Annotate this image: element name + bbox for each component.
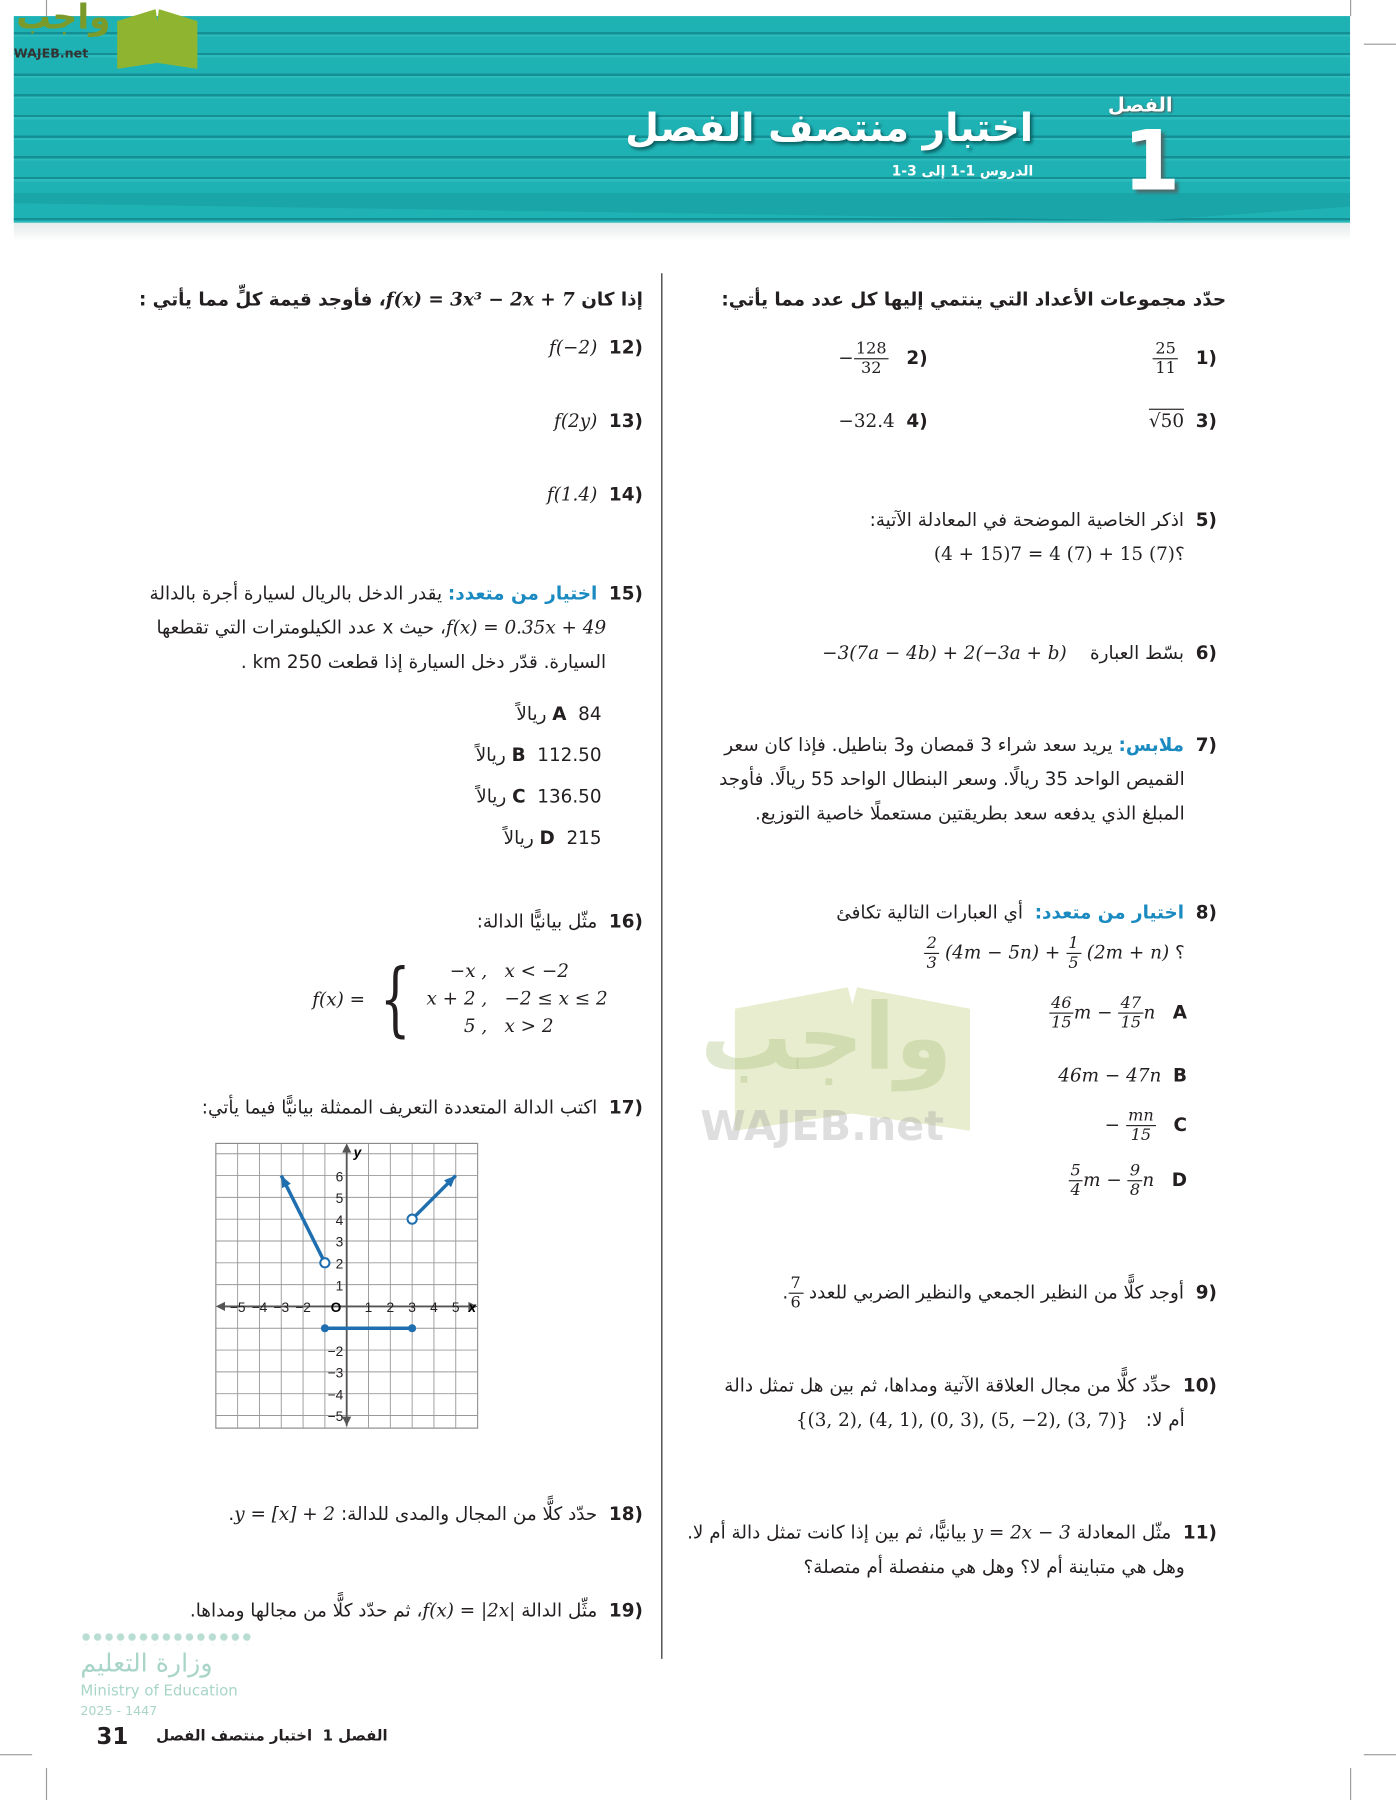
option-letter: D — [1171, 1168, 1188, 1191]
q-number: (4 — [906, 409, 928, 432]
chapter-number: 1 — [1122, 112, 1181, 209]
q-text: السيارة. قدّر دخل السيارة إذا قطعت 250 km . — [240, 650, 607, 673]
crop-mark — [1350, 0, 1351, 16]
denominator: 15 — [1130, 1126, 1152, 1145]
numerator: 9 — [1128, 1162, 1143, 1182]
q-number: (18 — [608, 1502, 643, 1525]
closed-point — [408, 1324, 416, 1332]
q-text: مثّل بيانيًّا الدالة: — [476, 910, 598, 933]
denominator: 5 — [1068, 953, 1079, 973]
question-11 — [666, 1515, 1217, 1584]
expression: m − — [1083, 1168, 1122, 1191]
q-number: (6 — [1195, 641, 1217, 664]
q-number: (13 — [608, 409, 643, 432]
closed-point — [321, 1324, 329, 1332]
fraction — [1068, 1162, 1083, 1200]
ministry-year: 2025 - 1447 — [80, 1703, 158, 1719]
q-text: مثِّل الدالة — [521, 1599, 598, 1621]
question-13 — [554, 404, 643, 438]
expression: (4m − 5n) + — [945, 941, 1061, 964]
piecewise-table — [425, 957, 609, 1040]
q-text: بسّط العبارة — [1090, 641, 1185, 664]
x-tick-label: −5 — [229, 1300, 246, 1316]
fraction — [1153, 340, 1178, 378]
ministry-name-en: Ministry of Education — [80, 1682, 238, 1701]
ministry-logo-dots — [80, 1631, 252, 1645]
q-mark: ؟ — [1174, 543, 1185, 565]
question-7 — [677, 728, 1217, 831]
denominator: 3 — [926, 953, 937, 973]
expression: n — [1143, 1001, 1156, 1023]
y-tick-label: 5 — [335, 1191, 344, 1207]
y-tick-label: −2 — [327, 1343, 344, 1359]
q-number: (12 — [608, 336, 643, 359]
logo-sub: WAJEB.net — [13, 45, 89, 61]
logo-text: واجب — [16, 0, 111, 38]
crop-mark — [1364, 1754, 1396, 1755]
expression: f(x) = |2x| — [422, 1599, 516, 1621]
option-text: 84 ريالاً — [516, 702, 602, 725]
q-text: وهل هي متباينة أم لا؟ وهل هي منفصلة أم متصلة؟ — [803, 1555, 1185, 1578]
question-8 — [735, 895, 1217, 972]
open-point — [408, 1215, 417, 1224]
denominator: 32 — [861, 359, 882, 378]
open-point — [320, 1258, 329, 1267]
option-letter: B — [511, 743, 526, 766]
numerator: 25 — [1153, 340, 1178, 360]
page-title: اختبار منتصف الفصل — [625, 105, 1034, 152]
question-14 — [547, 478, 643, 512]
question-18 — [228, 1497, 642, 1531]
chapter-word: الفصل — [1107, 94, 1173, 118]
fraction — [788, 1274, 803, 1312]
footer-chapter: الفصل 1 — [322, 1727, 388, 1745]
y-tick-label: 3 — [335, 1234, 344, 1250]
brace: { — [379, 951, 411, 1046]
footer-title: اختبار منتصف الفصل — [156, 1727, 313, 1745]
question-16 — [477, 905, 643, 939]
q-text: إذا كان — [581, 288, 643, 310]
q-text: ، فأوجد قيمة كلٍّ مما يأتي : — [138, 288, 386, 310]
q-number: (2 — [906, 346, 928, 369]
x-tick-label: −3 — [273, 1300, 290, 1316]
minus-sign: − — [838, 346, 854, 369]
expression: −32.4 — [838, 409, 895, 432]
x-tick-label: 2 — [386, 1300, 395, 1316]
x-tick-label: 5 — [451, 1300, 460, 1316]
x-tick-label: 4 — [430, 1300, 438, 1316]
fraction — [1128, 1162, 1143, 1200]
q-text: يقدر الدخل بالريال لسيارة أجرة بالدالة — [149, 582, 443, 604]
expression: y = 2x − 3 — [972, 1521, 1071, 1543]
question-10 — [677, 1368, 1217, 1437]
piece-cond: x < −2 — [504, 959, 569, 982]
numerator: 2 — [924, 934, 939, 954]
piecewise-function — [312, 951, 609, 1046]
y-tick-label: 4 — [335, 1212, 344, 1228]
expression: n — [1142, 1168, 1155, 1191]
q-number: (3 — [1195, 409, 1217, 432]
q-text: حدّد كلًّا من المجال والمدى للدالة: — [340, 1502, 598, 1525]
q-label: اختيار من متعدد: — [447, 582, 598, 604]
numerator: 128 — [854, 340, 889, 360]
expression: m − — [1073, 1001, 1113, 1023]
numerator: 47 — [1118, 994, 1143, 1014]
q-text: ، ثم حدّد كلًّا من مجالها ومداها. — [189, 1599, 423, 1621]
watermark-text: واجب — [700, 983, 953, 1091]
question-1 — [1153, 340, 1217, 378]
numerator: 1 — [1066, 934, 1081, 954]
q-text: اكتب الدالة المتعددة التعريف الممثلة بيانيًّا فيما يأتي: — [201, 1096, 598, 1119]
y-tick-label: −3 — [327, 1365, 344, 1381]
denominator: 6 — [790, 1293, 801, 1313]
piece-expr: x + 2 , — [426, 987, 488, 1010]
period: . — [228, 1502, 235, 1525]
expression: √50 — [1148, 409, 1185, 432]
q-label: ملابس: — [1118, 733, 1185, 756]
q-number: (8 — [1195, 901, 1217, 923]
denominator: 15 — [1120, 1013, 1142, 1033]
option-letter: B — [1173, 1064, 1188, 1087]
piece-expr: −x , — [449, 959, 488, 982]
page-number: 31 — [96, 1722, 129, 1750]
question-3 — [1149, 404, 1217, 438]
y-tick-label: 6 — [335, 1169, 344, 1185]
question-9 — [782, 1274, 1217, 1312]
denominator: 15 — [1051, 1013, 1072, 1033]
q-text: أوجد كلًّا من النظير الجمعي والنظير الضربي للعدد — [808, 1281, 1185, 1303]
q-text: القميص الواحد 35 ريالًا. وسعر البنطال الواحد 55 ريالًا. فأوجد — [719, 768, 1185, 790]
option-letter: D — [539, 826, 555, 849]
q-number: (14 — [608, 483, 643, 506]
piece-expr: 5 , — [463, 1014, 488, 1037]
denominator: 11 — [1155, 359, 1176, 378]
q-number: (17 — [608, 1096, 643, 1119]
q-number: (5 — [1195, 508, 1217, 531]
numerator: 5 — [1068, 1162, 1083, 1182]
piece-cond: x > 2 — [504, 1014, 554, 1037]
x-axis-label: x — [468, 1300, 477, 1316]
expression: f(x) = 0.35x + 49 — [445, 616, 607, 639]
option-15d[interactable] — [476, 817, 602, 858]
option-text: 112.50 ريالاً — [475, 743, 602, 766]
expression: f(1.4) — [546, 483, 598, 506]
q-number: (11 — [1182, 1521, 1217, 1543]
watermark-sub: WAJEB.net — [700, 1103, 945, 1151]
expression: f(x) = 3x³ − 2x + 7 — [385, 288, 575, 310]
option-8c[interactable] — [1105, 1107, 1187, 1145]
q-intro-number-sets: حدّد مجموعات الأعداد التي ينتمي إليها كل عدد مما يأتي: — [721, 288, 1227, 310]
crop-mark — [0, 1754, 32, 1755]
q15-options — [476, 693, 602, 858]
q-text: حدِّد كلًّا من مجال العلاقة الآتية ومداها، ثم بين هل تمثل دالة — [724, 1374, 1172, 1396]
option-15b[interactable] — [476, 735, 602, 776]
footer-chapter-title — [156, 1727, 388, 1748]
x-tick-label: −4 — [251, 1300, 268, 1316]
q-number: (16 — [608, 910, 643, 933]
q-number: (15 — [608, 582, 643, 604]
fraction — [854, 340, 889, 378]
q-text: أم لا: — [1145, 1408, 1185, 1431]
q-label: اختيار من متعدد: — [1034, 901, 1185, 923]
relation-set: {(3, 2), (4, 1), (0, 3), (5, −2), (3, 7)} — [795, 1408, 1129, 1431]
denominator: 8 — [1129, 1181, 1141, 1200]
option-8d[interactable] — [1068, 1162, 1187, 1200]
column-divider — [661, 273, 662, 1659]
expression: (4 + 15)7 = 4 (7) + 15 (7) — [933, 543, 1175, 565]
question-17 — [202, 1091, 643, 1125]
origin-label: O — [330, 1300, 342, 1316]
q-intro-function — [139, 282, 643, 316]
numerator: mn — [1126, 1107, 1156, 1127]
y-tick-label: −5 — [327, 1409, 344, 1425]
wajeb-logo[interactable] — [11, 0, 195, 69]
crop-mark — [46, 1768, 47, 1800]
q-mark: ؟ — [1174, 941, 1185, 964]
y-axis-label: y — [353, 1145, 362, 1161]
numerator: 7 — [788, 1274, 803, 1294]
numerator: 46 — [1049, 994, 1074, 1014]
period: . — [782, 1281, 789, 1303]
expression: (2m + n) — [1086, 941, 1170, 964]
x-tick-label: 3 — [408, 1300, 416, 1316]
option-letter: C — [512, 785, 526, 808]
question-5 — [735, 503, 1217, 572]
q-text: بيانيًّا، ثم بين إذا كانت تمثل دالة أم لا. — [687, 1521, 967, 1543]
option-8b[interactable] — [1058, 1058, 1187, 1092]
fraction — [1126, 1107, 1156, 1145]
denominator: 4 — [1070, 1181, 1081, 1200]
crop-mark — [1364, 44, 1396, 45]
function-lhs: f(x) = — [312, 987, 365, 1010]
expression: −3(7a − 4b) + 2(−3a + b) — [822, 641, 1067, 664]
option-15c[interactable] — [476, 776, 602, 817]
book-icon — [117, 9, 197, 69]
x-tick-label: 1 — [364, 1300, 373, 1316]
question-4 — [838, 404, 927, 438]
question-12 — [549, 331, 643, 365]
fraction — [924, 934, 939, 972]
q-number: (1 — [1195, 346, 1217, 369]
piece-cond: −2 ≤ x ≤ 2 — [504, 987, 608, 1010]
option-15a[interactable] — [476, 693, 602, 734]
option-letter: C — [1173, 1113, 1188, 1136]
q-number: (19 — [608, 1599, 643, 1621]
question-2 — [838, 340, 927, 378]
expression: y = [x] + 2 — [234, 1502, 336, 1525]
y-tick-label: 1 — [335, 1278, 344, 1294]
fraction — [1118, 994, 1143, 1032]
x-tick-label: −2 — [295, 1300, 311, 1316]
option-letter: A — [1172, 1001, 1188, 1023]
y-tick-label: 2 — [335, 1256, 344, 1272]
q-text: ، حيث x عدد الكيلومترات التي تقطعها — [156, 616, 446, 639]
crop-mark — [1350, 1768, 1351, 1800]
question-6 — [822, 636, 1217, 670]
q-text: أي العبارات التالية تكافئ — [836, 901, 1024, 923]
y-tick-label: −4 — [327, 1387, 344, 1403]
ministry-name-ar: وزارة التعليم — [80, 1649, 213, 1679]
option-text: 136.50 ريالاً — [476, 785, 602, 808]
q-text: المبلغ الذي يدفعه سعد بطريقتين مستعملًا خاصية التوزيع. — [755, 802, 1185, 825]
q-number: (9 — [1195, 1281, 1217, 1303]
fraction — [1049, 994, 1074, 1032]
expression: f(−2) — [549, 336, 598, 359]
q-number: (7 — [1195, 733, 1217, 756]
question-19 — [190, 1593, 643, 1627]
expression: f(2y) — [554, 409, 598, 432]
expression: 46m − 47n — [1058, 1064, 1162, 1087]
q-text: اذكر الخاصية الموضحة في المعادلة الآتية: — [869, 508, 1185, 531]
minus-sign: − — [1104, 1113, 1120, 1136]
question-15 — [126, 576, 643, 679]
fraction — [1066, 934, 1081, 972]
option-text: 215 ريالاً — [503, 826, 602, 849]
option-8a[interactable] — [1049, 994, 1187, 1032]
lessons-subtitle: الدروس 1-1 إلى 3-1 — [891, 163, 1034, 180]
q-text: يريد سعد شراء 3 قمصان و3 بناطيل. فإذا كان سعر — [724, 733, 1113, 756]
piecewise-graph — [214, 1141, 485, 1433]
q-number: (10 — [1182, 1374, 1217, 1396]
option-letter: A — [552, 702, 567, 725]
q-text: مثّل المعادلة — [1076, 1521, 1172, 1543]
